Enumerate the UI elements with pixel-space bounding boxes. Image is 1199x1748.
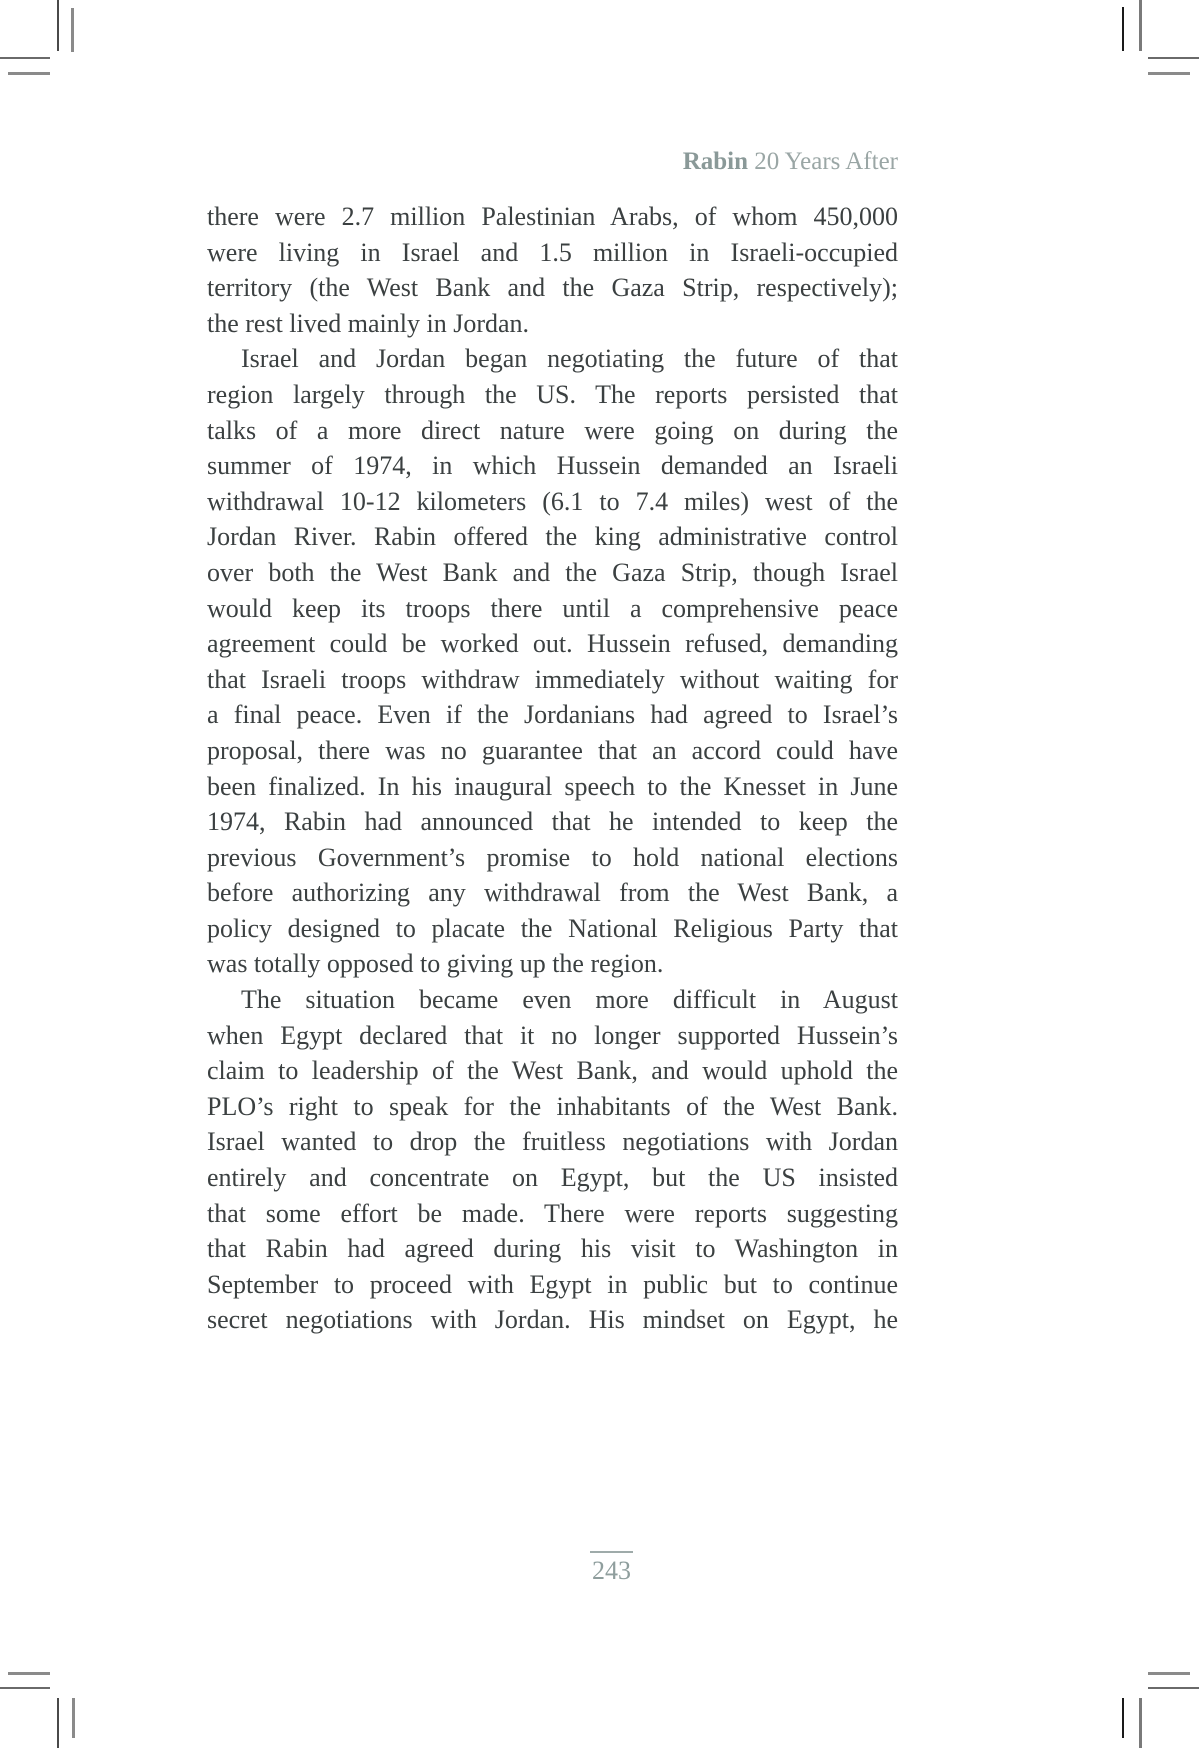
text-line: 1974, Rabin had announced that he intended to keep the [207,807,898,837]
crop-mark [1122,7,1124,51]
text-line: The situation became even more difficult in August [241,985,898,1015]
crop-mark [0,1687,50,1689]
text-line: entirely and concentrate on Egypt, but the US insisted [207,1163,898,1193]
text-line: summer of 1974, in which Hussein demanded an Israeli [207,451,898,481]
text-line: was totally opposed to giving up the region. [207,949,664,979]
text-line: been finalized. In his inaugural speech to the Knesset in June [207,771,898,801]
text-line: there were 2.7 million Palestinian Arabs, of whom 450,000 [207,202,898,231]
text-line: agreement could be worked out. Hussein refused, demanding [207,629,898,659]
page-header [207,146,898,178]
text-line: before authorizing any withdrawal from the West Bank, a [207,878,898,908]
text-line: proposal, there was no guarantee that an accord could have [207,735,898,765]
text-line: a final peace. Even if the Jordanians had agreed to Israel’s [207,700,898,730]
text-line: claim to leadership of the West Bank, and would uphold the [207,1056,898,1086]
text-line: secret negotiations with Jordan. His mindset on Egypt, he [207,1305,898,1335]
crop-mark [1139,0,1142,51]
text-line: that Israeli troops withdraw immediately without waiting for [207,664,898,694]
text-line: the rest lived mainly in Jordan. [207,308,530,338]
crop-mark [1148,1672,1190,1675]
text-line: region largely through the US. The reports persisted that [207,379,898,409]
header-book-title: 20 Years After [748,148,898,175]
text-line: would keep its troops there until a comprehensive peace [207,593,898,623]
page-number-rule [590,1551,633,1553]
page-number: 243 [592,1556,631,1585]
text-line: September to proceed with Egypt in public but to continue [207,1269,898,1299]
crop-mark [57,0,59,51]
text-line: when Egypt declared that it no longer supported Hussein’s [207,1020,898,1050]
crop-mark [8,72,50,75]
crop-mark [1148,72,1190,75]
crop-mark [1148,57,1199,59]
crop-mark [8,1672,50,1675]
text-line: Jordan River. Rabin offered the king administrative control [207,522,898,552]
crop-mark [72,1698,75,1738]
text-line: were living in Israel and 1.5 million in Israeli-occupied [207,237,898,267]
crop-mark [57,1698,59,1748]
crop-mark [1122,1698,1124,1738]
crop-mark [71,8,74,52]
crop-mark [1148,1687,1199,1689]
text-line: that Rabin had agreed during his visit to Washington in [207,1234,898,1264]
text-line: that some effort be made. There were reports suggesting [207,1198,898,1228]
text-line: previous Government’s promise to hold national elections [207,842,898,872]
crop-mark [1139,1698,1142,1748]
body-text [207,199,898,1338]
text-line: over both the West Bank and the Gaza Strip, though Israel [207,557,898,587]
text-line: Israel wanted to drop the fruitless negotiations with Jordan [207,1127,898,1157]
header-book-author: Rabin [682,148,748,175]
text-line: talks of a more direct nature were going on during the [207,415,898,445]
text-line: PLO’s right to speak for the inhabitants of the West Bank. [207,1091,898,1121]
text-line: Israel and Jordan began negotiating the future of that [241,344,898,374]
text-line: territory (the West Bank and the Gaza Strip, respectively); [207,273,898,303]
text-line: withdrawal 10-12 kilometers (6.1 to 7.4 miles) west of the [207,486,898,516]
crop-mark [0,57,50,59]
text-line: policy designed to placate the National Religious Party that [207,913,898,943]
